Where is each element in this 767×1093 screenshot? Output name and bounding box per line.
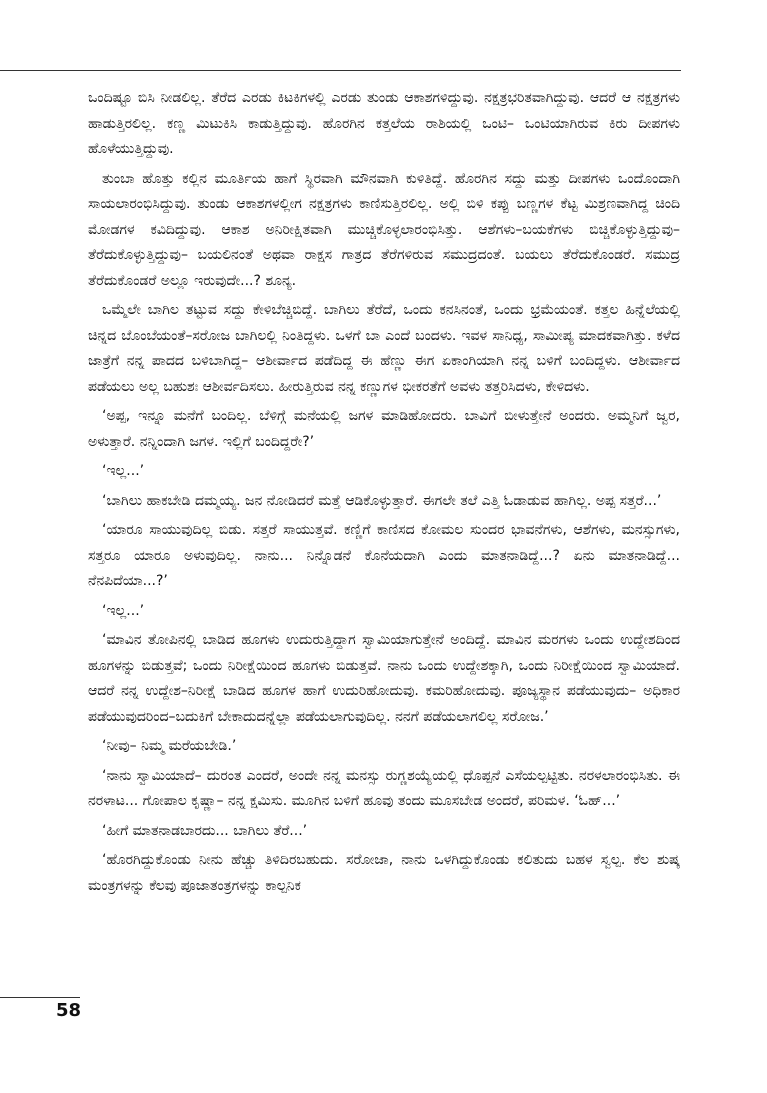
paragraph: ‘ಇಲ್ಲ...’ [102, 602, 145, 619]
paragraph: ‘ಬಾಗಿಲು ಹಾಕಬೇಡಿ ದಮ್ಮಯ್ಯ. ಜನ ನೋಡಿದರೆ ಮತ್ತೆ ಆಡಿಕೊಳ್ಳುತ್ತಾರೆ. ಈಗಲೇ ತಲೆ ಎತ್ತಿ ಓಡಾಡುವ ಹಾಗಿಲ್ಲ. ಅಪ್ಪ ಸತ್ತರೆ...’ [102, 492, 662, 509]
page-number: 58 [56, 1000, 82, 1021]
paragraph: ‘ಅಪ್ಪ, ಇನ್ನೂ ಮನೆಗೆ ಬಂದಿಲ್ಲ. ಬೆಳಿಗ್ಗೆ ಮನೆಯಲ್ಲಿ ಜಗಳ ಮಾಡಿಹೋದರು. ಬಾವಿಗೆ ಬೀಳುತ್ತೇನೆ ಅಂದರು. ಅಮ್ಮನಿಗೆ ಜ್ವರ, ಅಳುತ್ತಾರೆ. ನನ್ನಿಂದಾಗಿ ಜಗಳ. ಇಲ್ಲಿಗೆ ಬಂದಿದ್ದರೇ?’ [88, 408, 680, 450]
paragraph: ಒಂದಿಷ್ಟೂ ಬಿಸಿ ನೀಡಲಿಲ್ಲ. ತೆರೆದ ಎರಡು ಕಿಟಕಿಗಳಲ್ಲಿ ಎರಡು ತುಂಡು ಆಕಾಶಗಳಿದ್ದುವು. ನಕ್ಷತ್ರಭರಿತವಾಗಿದ್ದುವು. ಆದರೆ ಆ ನಕ್ಷತ್ರಗಳು ಹಾಡುತ್ತಿರಲಿಲ್ಲ. ಕಣ್ಣ ಮಿಟುಕಿಸಿ ಕಾಡುತ್ತಿದ್ದುವು. ಹೊರಗಿನ ಕತ್ತಲೆಯ ರಾಶಿಯಲ್ಲಿ ಒಂಟಿ– ಒಂಟಿಯಾಗಿರುವ ಕಿರು ದೀಪಗಳು ಹೊಳೆಯುತ್ತಿದ್ದುವು. [88, 90, 680, 157]
paragraph: ಒಮ್ಮೆಲೇ ಬಾಗಿಲ ತಟ್ಟುವ ಸದ್ದು ಕೇಳಿಬೆಚ್ಚಿಬಿದ್ದೆ. ಬಾಗಿಲು ತೆರೆದೆ, ಒಂದು ಕನಸಿನಂತೆ, ಒಂದು ಭ್ರಮೆಯಂತೆ. ಕತ್ತಲ ಹಿನ್ನೆಲೆಯಲ್ಲಿ ಚಿನ್ನದ ಬೊಂಬೆಯಂತೆ–ಸರೋಜ ಬಾಗಿಲಲ್ಲಿ ನಿಂತಿದ್ದಳು. ಒಳಗೆ ಬಾ ಎಂದೆ ಬಂದಳು. ಇವಳ ಸಾನಿಧ್ಯ, ಸಾಮೀಪ್ಯ ಮಾದಕವಾಗಿತ್ತು. ಕಳೆದ ಜಾತ್ರೆಗೆ ನನ್ನ ಪಾದದ ಬಳಿಬಾಗಿದ್ದ– ಆಶೀರ್ವಾದ ಪಡೆದಿದ್ದ ಈ ಹೆಣ್ಣು ಈಗ ಏಕಾಂಗಿಯಾಗಿ ನನ್ನ ಬಳಿಗೆ ಬಂದಿದ್ದಳು. ಆಶೀರ್ವಾದ ಪಡೆಯಲು ಅಲ್ಲ ಬಹುಶಃ ಆಶೀರ್ವದಿಸಲು. ಹೀರುತ್ತಿರುವ ನನ್ನ ಕಣ್ಣುಗಳ ಭೀಕರತೆಗೆ ಅವಳು ತತ್ತರಿಸಿದಳು, ಕೇಳಿದಳು. [88, 302, 680, 395]
paragraph: ‘ಹೀಗೆ ಮಾತನಾಡಬಾರದು... ಬಾಗಿಲು ತೆರೆ...’ [102, 822, 308, 839]
paragraph: ‘ಹೊರಗಿದ್ದುಕೊಂಡು ನೀನು ಹೆಚ್ಚು ತಿಳಿದಿರಬಹುದು. ಸರೋಜಾ, ನಾನು ಒಳಗಿದ್ದುಕೊಂಡು ಕಲಿತುದು ಬಹಳ ಸ್ವಲ್ಪ. ಕೆಲ ಶುಷ್ಕ ಮಂತ್ರಗಳನ್ನು ಕೆಲವು ಪೂಜಾತಂತ್ರಗಳನ್ನು ಕಾಲ್ಪನಿಕ [88, 852, 680, 894]
top-rule [0, 70, 681, 71]
footer-rule [0, 997, 80, 998]
paragraph: ತುಂಬಾ ಹೊತ್ತು ಕಲ್ಲಿನ ಮೂರ್ತಿಯ ಹಾಗೆ ಸ್ಥಿರವಾಗಿ ಮೌನವಾಗಿ ಕುಳಿತಿದ್ದೆ. ಹೊರಗಿನ ಸದ್ದು ಮತ್ತು ದೀಪಗಳು ಒಂದೊಂದಾಗಿ ಸಾಯಲಾರಂಭಿಸಿದ್ದುವು. ತುಂಡು ಆಕಾಶಗಳಲ್ಲೀಗ ನಕ್ಷತ್ರಗಳು ಕಾಣಿಸುತ್ತಿರಲಿಲ್ಲ. ಅಲ್ಲಿ ಬಿಳಿ ಕಪ್ಪು ಬಣ್ಣಗಳ ಕೆಟ್ಟ ಮಿಶ್ರಣವಾಗಿದ್ದ ಚಿಂದಿ ಮೋಡಗಳ ಕವಿದಿದ್ದುವು. ಆಕಾಶ ಅನಿರೀಕ್ಷಿತವಾಗಿ ಮುಚ್ಚಿಕೊಳ್ಳಲಾರಂಭಿಸಿತ್ತು. ಆಶೆಗಳು–ಬಯಕೆಗಳು ಬಿಚ್ಚಿಕೊಳ್ಳುತ್ತಿದ್ದುವು– ತೆರೆದುಕೊಳ್ಳುತ್ತಿದ್ದುವು– ಬಯಲಿನಂತೆ ಅಥವಾ ರಾಕ್ಷಸ ಗಾತ್ರದ ತೆರೆಗಳಿರುವ ಸಮುದ್ರದಂತೆ. ಬಯಲು ತೆರೆದುಕೊಂಡರೆ. ಸಮುದ್ರ ತೆರೆದುಕೊಂಡರೆ ಅಲ್ಲೂ ಇರುವುದೇ...? ಶೂನ್ಯ. [88, 170, 680, 289]
paragraph: ‘ಮಾವಿನ ತೋಪಿನಲ್ಲಿ ಬಾಡಿದ ಹೂಗಳು ಉದುರುತ್ತಿದ್ದಾಗ ಸ್ವಾಮಿಯಾಗುತ್ತೇನೆ ಅಂದಿದ್ದೆ. ಮಾವಿನ ಮರಗಳು ಒಂದು ಉದ್ದೇಶದಿಂದ ಹೂಗಳನ್ನು ಬಿಡುತ್ತವೆ; ಒಂದು ನಿರೀಕ್ಷೆಯಿಂದ ಹೂಗಳು ಬಿಡುತ್ತವೆ. ನಾನು ಒಂದು ಉದ್ದೇಶಕ್ಕಾಗಿ, ಒಂದು ನಿರೀಕ್ಷೆಯಿಂದ ಸ್ವಾಮಿಯಾದೆ. ಆದರೆ ನನ್ನ ಉದ್ದೇಶ–ನಿರೀಕ್ಷೆ ಬಾಡಿದ ಹೂಗಳ ಹಾಗೆ ಉದುರಿಹೋದುವು. ಕಮರಿಹೋದುವು. ಪೂಜ್ಯಸ್ಥಾನ ಪಡೆಯುವುದು– ಅಧಿಕಾರ ಪಡೆಯುವುದರಿಂದ–ಬದುಕಿಗೆ ಬೇಕಾದುದನ್ನೆಲ್ಲಾ ಪಡೆಯಲಾಗುವುದಿಲ್ಲ. ನನಗೆ ಪಡೆಯಲಾಗಲಿಲ್ಲ ಸರೋಜ.’ [88, 632, 680, 725]
paragraph: ‘ಇಲ್ಲ...’ [102, 463, 145, 479]
paragraph: ‘ನಾನು ಸ್ವಾಮಿಯಾದೆ– ದುರಂತ ಎಂದರೆ, ಅಂದೇ ನನ್ನ ಮನಸ್ಸು ರುಗ್ಣಶಯ್ಯೆಯಲ್ಲಿ ಧೊಪ್ಪನೆ ಎಸೆಯಲ್ಪಟ್ಟಿತು. ನರಳಲಾರಂಭಿಸಿತು. ಈ ನರಳಾಟ... ಗೋಪಾಲ ಕೃಷ್ಣಾ– ನನ್ನ ಕ್ಷಮಿಸು. ಮೂಗಿನ ಬಳಿಗೆ ಹೂವು ತಂದು ಮೂಸಬೇಡ ಅಂದರೆ, ಪರಿಮಳ. ‘ಓಹ್...’ [88, 767, 680, 809]
body-text [88, 86, 680, 903]
paragraph: ‘ನೀವು– ನಿಮ್ಮ ಮರೆಯಬೇಡಿ.’ [102, 738, 237, 754]
paragraph: ‘ಯಾರೂ ಸಾಯುವುದಿಲ್ಲ ಬಿಡು. ಸತ್ತರೆ ಸಾಯುತ್ತವೆ. ಕಣ್ಣಿಗೆ ಕಾಣಿಸದ ಕೋಮಲ ಸುಂದರ ಭಾವನೆಗಳು, ಆಶೆಗಳು, ಮನಸ್ಸುಗಳು, ಸತ್ತರೂ ಯಾರೂ ಅಳುವುದಿಲ್ಲ. ನಾನು... ನಿನ್ನೊಡನೆ ಕೊನೆಯದಾಗಿ ಎಂದು ಮಾತನಾಡಿದ್ದೆ...? ಏನು ಮಾತನಾಡಿದ್ದೆ... ನೆನಪಿದೆಯಾ...?’ [88, 522, 680, 589]
